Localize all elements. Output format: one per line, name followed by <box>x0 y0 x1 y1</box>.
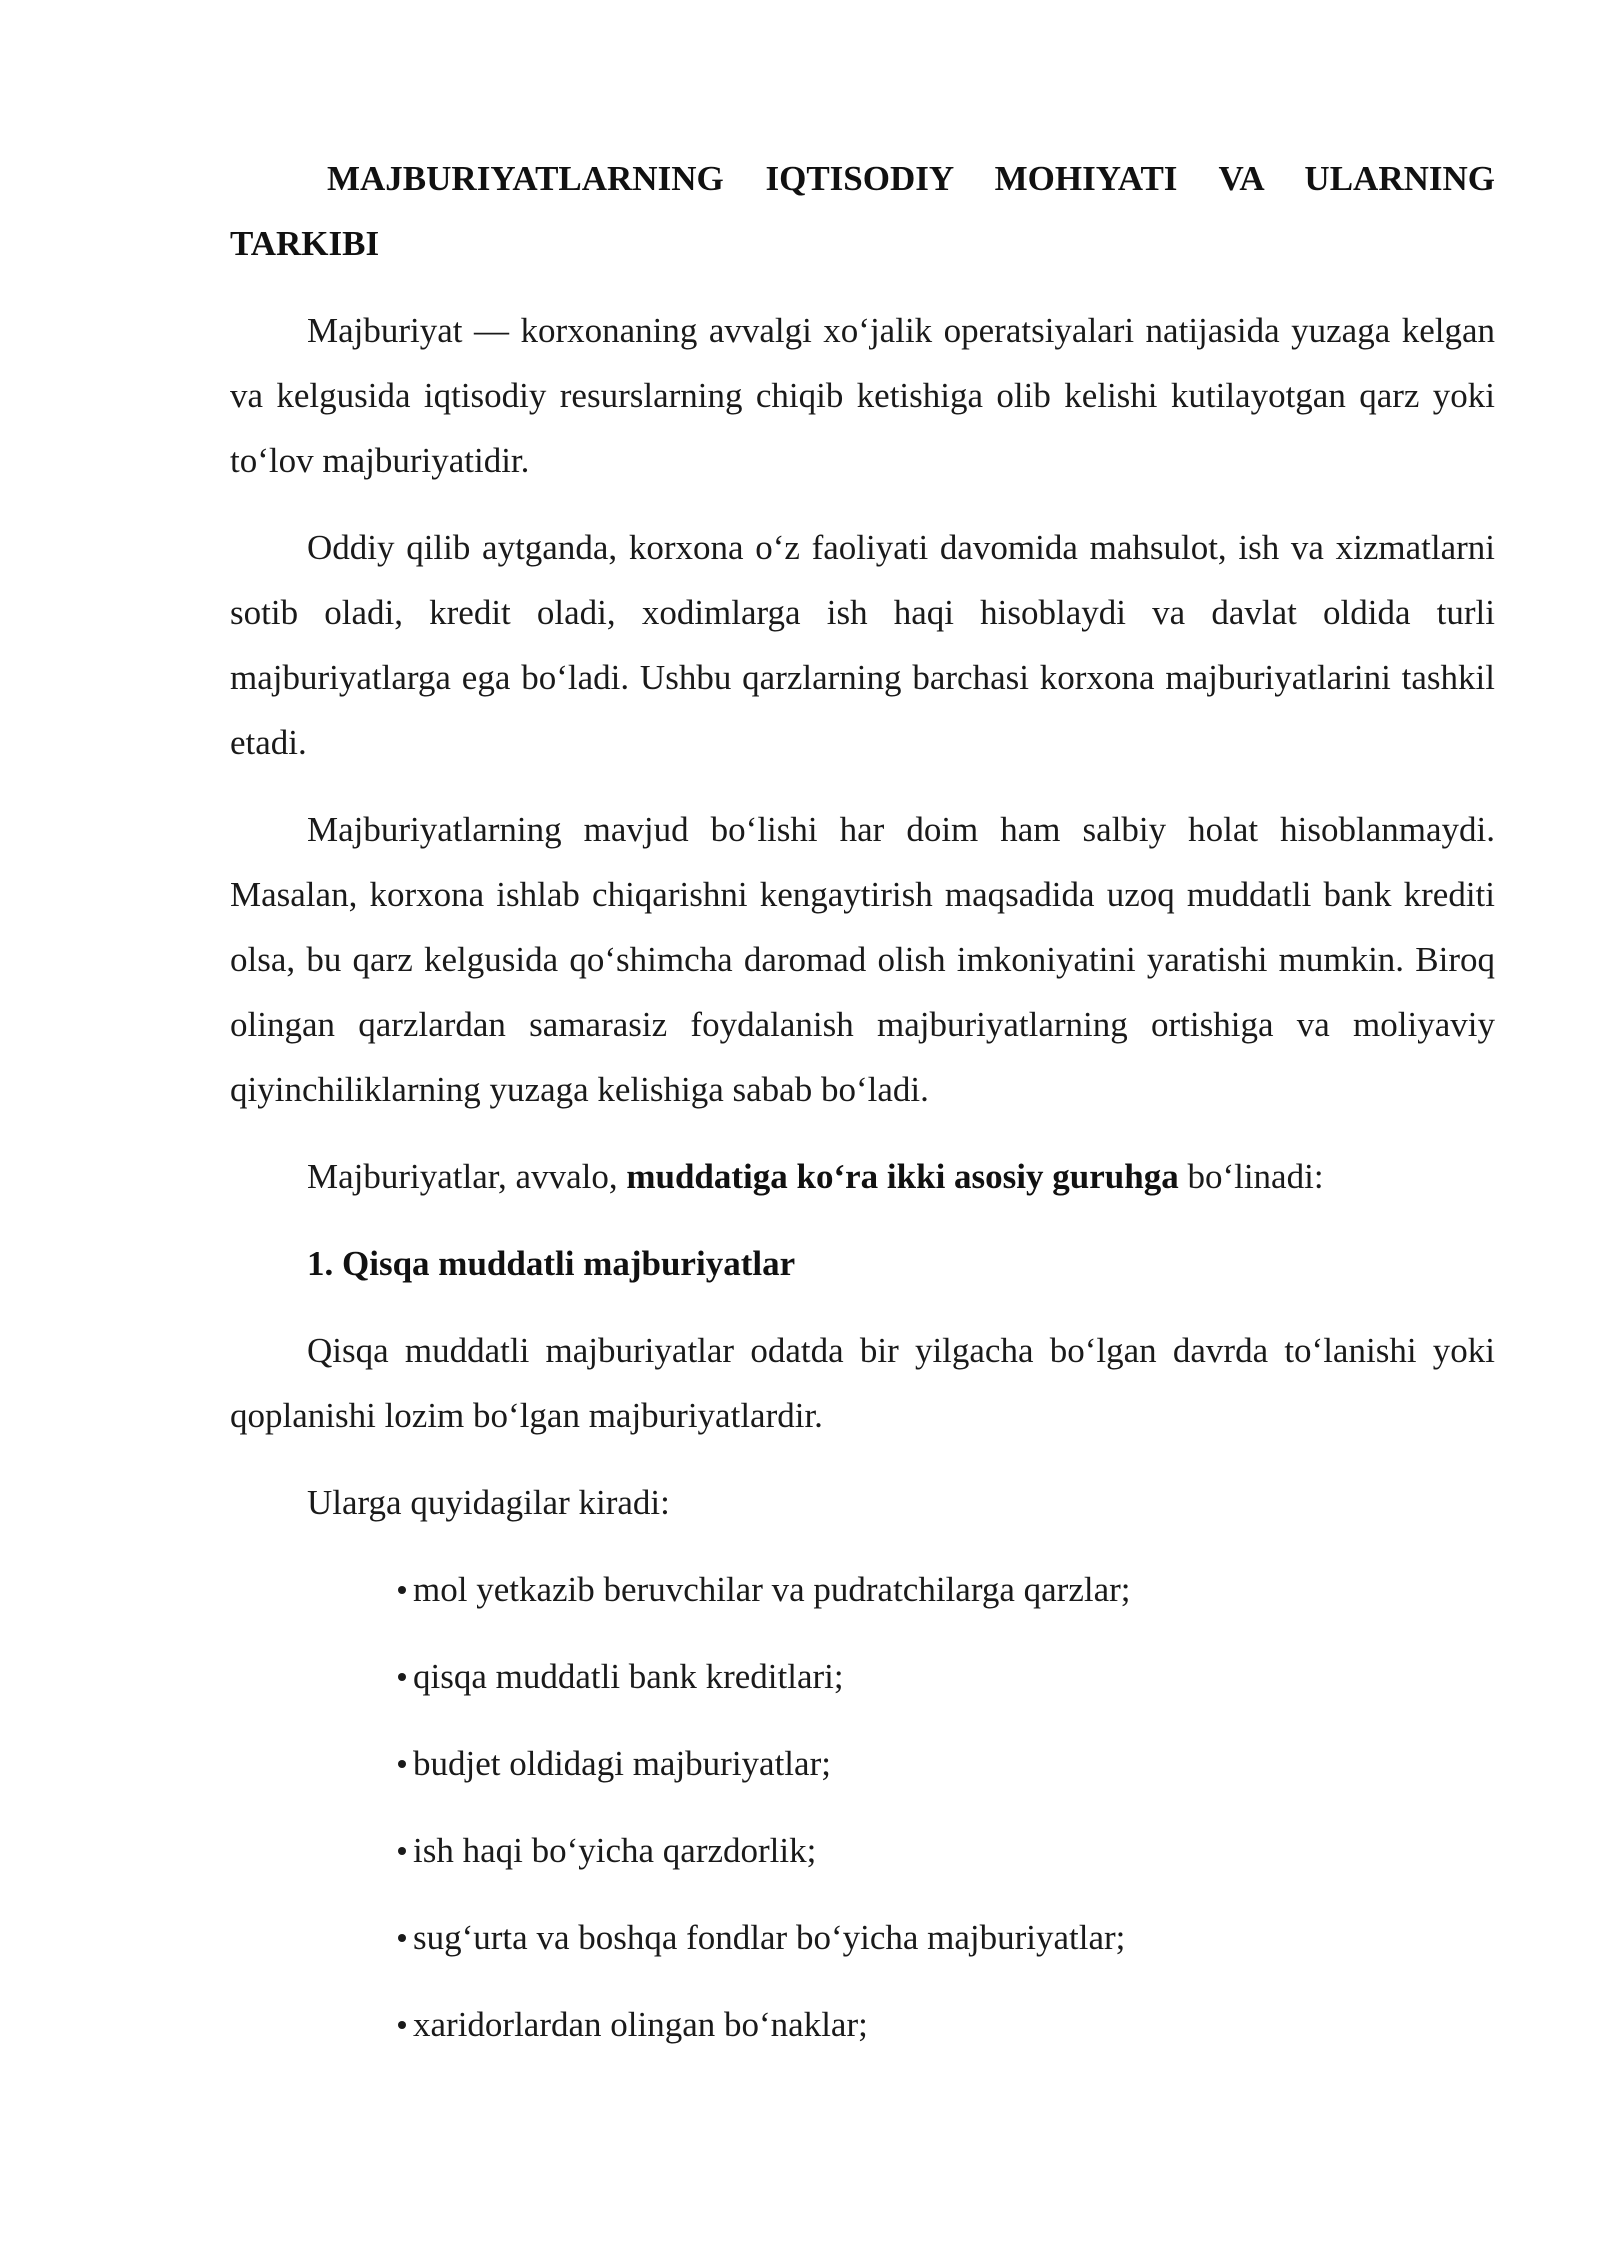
grouping-text-after: bo‘linadi: <box>1178 1157 1324 1196</box>
section-heading: 1. Qisqa muddatli majburiyatlar <box>307 1244 796 1283</box>
grouping-text-before: Majburiyatlar, avvalo, <box>307 1157 627 1196</box>
document-title: MAJBURIYATLARNING IQTISODIY MOHIYATI VA ULARNING TARKIBI <box>230 159 1495 263</box>
bullet-icon <box>398 1673 406 1681</box>
list-intro: Ularga quyidagilar kiradi: <box>307 1483 670 1522</box>
list-item <box>398 1992 1495 2057</box>
paragraph-grouping <box>230 1144 1495 1209</box>
bullet-icon <box>398 1760 406 1768</box>
list-item-text: ish haqi bo‘yicha qarzdorlik; <box>413 1831 817 1870</box>
bullet-icon <box>398 2021 406 2029</box>
list-item-text: budjet oldidagi majburiyatlar; <box>413 1744 831 1783</box>
list-item <box>398 1731 1495 1796</box>
list-item-text: mol yetkazib beruvchilar va pudratchilarga qarzlar; <box>413 1570 1131 1609</box>
paragraph-example: Majburiyatlarning mavjud bo‘lishi har doim ham salbiy holat hisoblanmaydi. Masalan, korxona ishlab chiqarishni kengaytirish maqsadida uzoq muddatli bank krediti olsa, bu qarz kelgusida qo‘shimcha daromad olish imkoniyatini yaratishi mumkin. Biroq olingan qarzlardan samarasiz foydalanish majburiyatlarning ortishiga va moliyaviy qiyinchiliklarning yuzaga kelishiga sabab bo‘ladi. <box>230 810 1495 1109</box>
list-item <box>398 1644 1495 1709</box>
list-item <box>398 1557 1495 1622</box>
list-item <box>398 1818 1495 1883</box>
list-item-text: qisqa muddatli bank kreditlari; <box>413 1657 844 1696</box>
list-item-text: xaridorlardan olingan bo‘naklar; <box>413 2005 868 2044</box>
bullet-icon <box>398 1586 406 1594</box>
document-body <box>230 146 1495 2079</box>
section-paragraph: Qisqa muddatli majburiyatlar odatda bir yilgacha bo‘lgan davrda to‘lanishi yoki qoplanishi lozim bo‘lgan majburiyatlardir. <box>230 1331 1495 1435</box>
bullet-list <box>230 1557 1495 2057</box>
list-item <box>398 1905 1495 1970</box>
paragraph-explanation: Oddiy qilib aytganda, korxona o‘z faoliyati davomida mahsulot, ish va xizmatlarni sotib oladi, kredit oladi, xodimlarga ish haqi hisoblaydi va davlat oldida turli majburiyatlarga ega bo‘ladi. Ushbu qarzlarning barchasi korxona majburiyatlarini tashkil etadi. <box>230 528 1495 762</box>
paragraph-definition: Majburiyat — korxonaning avvalgi xo‘jalik operatsiyalari natijasida yuzaga kelgan va kelgusida iqtisodiy resurslarning chiqib ketishiga olib kelishi kutilayotgan qarz yoki to‘lov majburiyatidir. <box>230 311 1495 480</box>
list-item-text: sug‘urta va boshqa fondlar bo‘yicha majburiyatlar; <box>413 1918 1126 1957</box>
bullet-icon <box>398 1847 406 1855</box>
bullet-icon <box>398 1934 406 1942</box>
grouping-bold-phrase: muddatiga ko‘ra ikki asosiy guruhga <box>626 1157 1179 1196</box>
